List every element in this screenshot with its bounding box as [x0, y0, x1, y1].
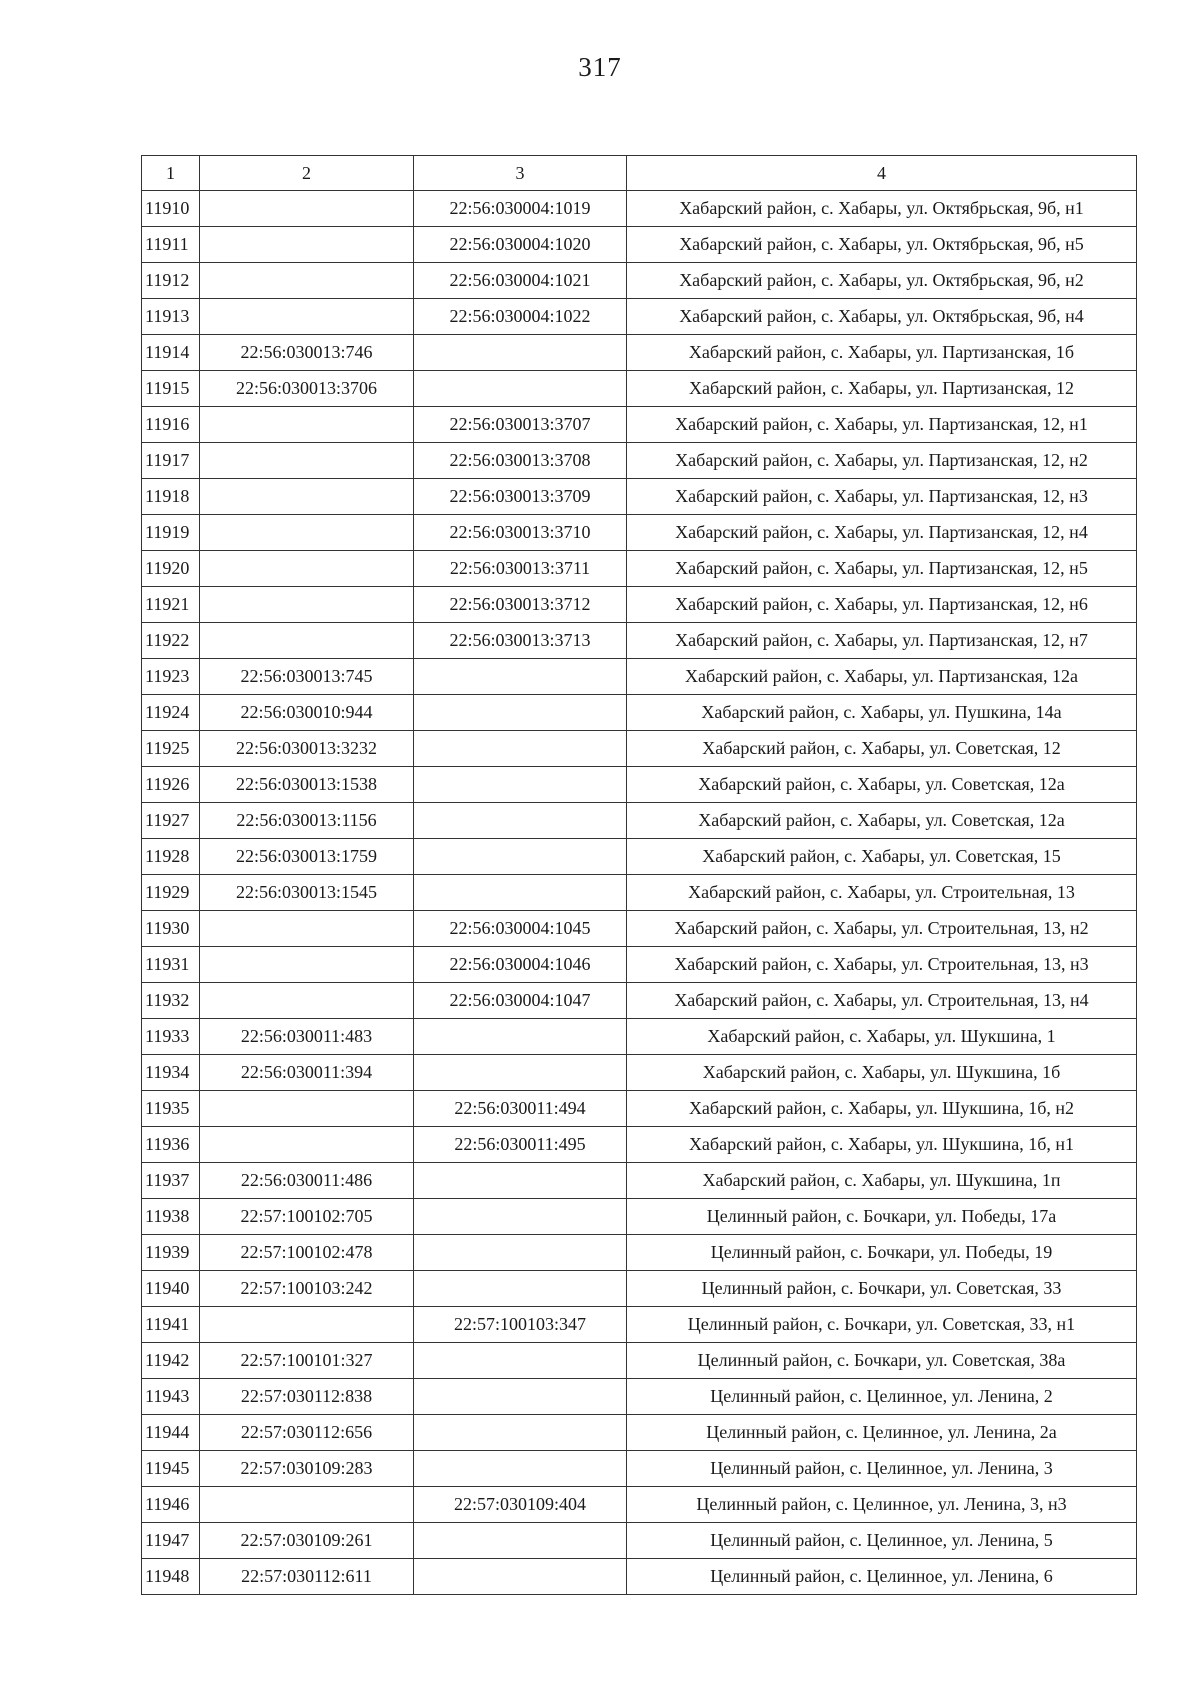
table-row	[142, 1019, 1137, 1055]
cadastral-number-cell	[414, 1055, 627, 1091]
cadastral-number-cell	[200, 263, 414, 299]
table-row	[142, 1163, 1137, 1199]
cadastral-number-cell	[414, 1523, 627, 1559]
address-cell: Целинный район, с. Целинное, ул. Ленина, 5	[627, 1523, 1137, 1559]
row-number-cell: 11923	[142, 659, 200, 695]
cadastral-number-cell: 22:57:030109:283	[200, 1451, 414, 1487]
table-body	[142, 191, 1137, 1595]
row-number-cell: 11932	[142, 983, 200, 1019]
address-cell: Хабарский район, с. Хабары, ул. Шукшина, 1б	[627, 1055, 1137, 1091]
row-number-cell: 11914	[142, 335, 200, 371]
table-row	[142, 407, 1137, 443]
cadastral-number-cell	[200, 1487, 414, 1523]
cadastral-number-cell: 22:57:100103:242	[200, 1271, 414, 1307]
table-row	[142, 335, 1137, 371]
row-number-cell: 11930	[142, 911, 200, 947]
cadastral-number-cell	[414, 695, 627, 731]
cadastral-number-cell	[414, 1343, 627, 1379]
cadastral-number-cell	[414, 1559, 627, 1595]
address-cell: Хабарский район, с. Хабары, ул. Советская, 12	[627, 731, 1137, 767]
cadastral-number-cell	[200, 551, 414, 587]
column-header-1: 1	[142, 156, 200, 191]
cadastral-number-cell	[200, 479, 414, 515]
column-header-2: 2	[200, 156, 414, 191]
cadastral-number-cell	[414, 839, 627, 875]
cadastral-number-cell: 22:56:030013:3707	[414, 407, 627, 443]
cadastral-number-cell: 22:56:030011:483	[200, 1019, 414, 1055]
cadastral-number-cell	[414, 1415, 627, 1451]
cadastral-number-cell: 22:56:030011:486	[200, 1163, 414, 1199]
table-row	[142, 731, 1137, 767]
table-row	[142, 1343, 1137, 1379]
row-number-cell: 11922	[142, 623, 200, 659]
address-cell: Хабарский район, с. Хабары, ул. Партизанская, 12, н4	[627, 515, 1137, 551]
cadastral-number-cell	[200, 1127, 414, 1163]
cadastral-number-cell	[414, 1163, 627, 1199]
cadastral-number-cell: 22:56:030004:1045	[414, 911, 627, 947]
address-cell: Хабарский район, с. Хабары, ул. Шукшина, 1	[627, 1019, 1137, 1055]
address-cell: Хабарский район, с. Хабары, ул. Строительная, 13	[627, 875, 1137, 911]
address-cell: Целинный район, с. Целинное, ул. Ленина, 2	[627, 1379, 1137, 1415]
table-row	[142, 1307, 1137, 1343]
row-number-cell: 11944	[142, 1415, 200, 1451]
row-number-cell: 11919	[142, 515, 200, 551]
address-cell: Целинный район, с. Бочкари, ул. Победы, 19	[627, 1235, 1137, 1271]
cadastral-number-cell: 22:56:030013:1156	[200, 803, 414, 839]
cadastral-number-cell	[414, 1379, 627, 1415]
cadastral-number-cell: 22:56:030013:3710	[414, 515, 627, 551]
row-number-cell: 11939	[142, 1235, 200, 1271]
cadastral-number-cell	[200, 515, 414, 551]
column-header-4: 4	[627, 156, 1137, 191]
cadastral-number-cell	[200, 911, 414, 947]
row-number-cell: 11912	[142, 263, 200, 299]
row-number-cell: 11945	[142, 1451, 200, 1487]
address-cell: Хабарский район, с. Хабары, ул. Октябрьская, 9б, н1	[627, 191, 1137, 227]
cadastral-number-cell: 22:56:030013:3709	[414, 479, 627, 515]
row-number-cell: 11916	[142, 407, 200, 443]
cadastral-number-cell	[414, 1235, 627, 1271]
cadastral-number-cell	[200, 1307, 414, 1343]
row-number-cell: 11933	[142, 1019, 200, 1055]
cadastral-number-cell: 22:56:030013:3232	[200, 731, 414, 767]
address-cell: Хабарский район, с. Хабары, ул. Шукшина, 1б, н1	[627, 1127, 1137, 1163]
cadastral-number-cell: 22:57:030112:656	[200, 1415, 414, 1451]
address-cell: Хабарский район, с. Хабары, ул. Строительная, 13, н4	[627, 983, 1137, 1019]
table-row	[142, 1523, 1137, 1559]
address-cell: Хабарский район, с. Хабары, ул. Партизанская, 12, н2	[627, 443, 1137, 479]
cadastral-number-cell: 22:56:030004:1046	[414, 947, 627, 983]
cadastral-number-cell: 22:56:030004:1047	[414, 983, 627, 1019]
row-number-cell: 11917	[142, 443, 200, 479]
row-number-cell: 11913	[142, 299, 200, 335]
address-cell: Хабарский район, с. Хабары, ул. Партизанская, 12, н1	[627, 407, 1137, 443]
address-cell: Хабарский район, с. Хабары, ул. Строительная, 13, н2	[627, 911, 1137, 947]
cadastral-number-cell	[200, 299, 414, 335]
address-cell: Целинный район, с. Целинное, ул. Ленина, 3, н3	[627, 1487, 1137, 1523]
table-row	[142, 1091, 1137, 1127]
page-number: 317	[578, 52, 622, 82]
address-cell: Хабарский район, с. Хабары, ул. Партизанская, 1б	[627, 335, 1137, 371]
row-number-cell: 11942	[142, 1343, 200, 1379]
cadastral-number-cell: 22:56:030013:3712	[414, 587, 627, 623]
cadastral-number-cell: 22:56:030013:3708	[414, 443, 627, 479]
address-cell: Хабарский район, с. Хабары, ул. Советская, 12а	[627, 767, 1137, 803]
cadastral-number-cell	[414, 371, 627, 407]
cadastral-number-cell: 22:56:030004:1020	[414, 227, 627, 263]
table-row	[142, 299, 1137, 335]
row-number-cell: 11935	[142, 1091, 200, 1127]
cadastral-number-cell	[200, 443, 414, 479]
address-cell: Целинный район, с. Целинное, ул. Ленина, 3	[627, 1451, 1137, 1487]
cadastral-number-cell	[200, 623, 414, 659]
table-row	[142, 947, 1137, 983]
table-row	[142, 983, 1137, 1019]
table-row	[142, 1271, 1137, 1307]
cadastral-number-cell: 22:57:030109:261	[200, 1523, 414, 1559]
address-cell: Хабарский район, с. Хабары, ул. Советская, 15	[627, 839, 1137, 875]
cadastral-number-cell: 22:56:030011:394	[200, 1055, 414, 1091]
cadastral-number-cell	[200, 587, 414, 623]
row-number-cell: 11927	[142, 803, 200, 839]
address-cell: Целинный район, с. Целинное, ул. Ленина, 2а	[627, 1415, 1137, 1451]
table-row	[142, 1055, 1137, 1091]
table-row	[142, 587, 1137, 623]
table-row	[142, 1235, 1137, 1271]
cadastral-number-cell: 22:57:100101:327	[200, 1343, 414, 1379]
row-number-cell: 11934	[142, 1055, 200, 1091]
row-number-cell: 11943	[142, 1379, 200, 1415]
cadastral-number-cell	[414, 1271, 627, 1307]
cadastral-number-cell: 22:56:030004:1019	[414, 191, 627, 227]
row-number-cell: 11920	[142, 551, 200, 587]
address-cell: Хабарский район, с. Хабары, ул. Октябрьская, 9б, н2	[627, 263, 1137, 299]
address-cell: Хабарский район, с. Хабары, ул. Шукшина, 1б, н2	[627, 1091, 1137, 1127]
table-row	[142, 911, 1137, 947]
cadastral-number-cell	[414, 1199, 627, 1235]
row-number-cell: 11938	[142, 1199, 200, 1235]
cadastral-number-cell	[414, 803, 627, 839]
cadastral-number-cell: 22:57:100102:478	[200, 1235, 414, 1271]
property-registry-table	[141, 155, 1137, 1595]
cadastral-number-cell: 22:57:030112:611	[200, 1559, 414, 1595]
cadastral-number-cell	[414, 1019, 627, 1055]
row-number-cell: 11910	[142, 191, 200, 227]
cadastral-number-cell	[200, 983, 414, 1019]
address-cell: Хабарский район, с. Хабары, ул. Партизанская, 12	[627, 371, 1137, 407]
address-cell: Хабарский район, с. Хабары, ул. Строительная, 13, н3	[627, 947, 1137, 983]
row-number-cell: 11948	[142, 1559, 200, 1595]
cadastral-number-cell	[414, 335, 627, 371]
cadastral-number-cell: 22:56:030011:494	[414, 1091, 627, 1127]
row-number-cell: 11929	[142, 875, 200, 911]
cadastral-number-cell: 22:56:030010:944	[200, 695, 414, 731]
table-row	[142, 1559, 1137, 1595]
address-cell: Хабарский район, с. Хабары, ул. Партизанская, 12а	[627, 659, 1137, 695]
address-cell: Целинный район, с. Бочкари, ул. Победы, 17а	[627, 1199, 1137, 1235]
row-number-cell: 11924	[142, 695, 200, 731]
column-header-3: 3	[414, 156, 627, 191]
row-number-cell: 11915	[142, 371, 200, 407]
table-row	[142, 551, 1137, 587]
row-number-cell: 11918	[142, 479, 200, 515]
row-number-cell: 11921	[142, 587, 200, 623]
table-row	[142, 1127, 1137, 1163]
address-cell: Хабарский район, с. Хабары, ул. Октябрьская, 9б, н4	[627, 299, 1137, 335]
address-cell: Целинный район, с. Бочкари, ул. Советская, 33	[627, 1271, 1137, 1307]
table-row	[142, 1415, 1137, 1451]
table-row	[142, 263, 1137, 299]
table-row	[142, 875, 1137, 911]
table-row	[142, 1199, 1137, 1235]
row-number-cell: 11931	[142, 947, 200, 983]
cadastral-number-cell: 22:57:100103:347	[414, 1307, 627, 1343]
table-row	[142, 695, 1137, 731]
cadastral-number-cell: 22:56:030013:1545	[200, 875, 414, 911]
address-cell: Хабарский район, с. Хабары, ул. Октябрьская, 9б, н5	[627, 227, 1137, 263]
address-cell: Хабарский район, с. Хабары, ул. Шукшина, 1п	[627, 1163, 1137, 1199]
row-number-cell: 11925	[142, 731, 200, 767]
cadastral-number-cell	[200, 1091, 414, 1127]
row-number-cell: 11936	[142, 1127, 200, 1163]
row-number-cell: 11941	[142, 1307, 200, 1343]
cadastral-number-cell: 22:57:030109:404	[414, 1487, 627, 1523]
cadastral-number-cell	[414, 767, 627, 803]
cadastral-number-cell: 22:56:030013:745	[200, 659, 414, 695]
cadastral-number-cell: 22:56:030013:746	[200, 335, 414, 371]
address-cell: Хабарский район, с. Хабары, ул. Партизанская, 12, н5	[627, 551, 1137, 587]
cadastral-number-cell	[200, 947, 414, 983]
row-number-cell: 11911	[142, 227, 200, 263]
address-cell: Хабарский район, с. Хабары, ул. Партизанская, 12, н7	[627, 623, 1137, 659]
address-cell: Целинный район, с. Бочкари, ул. Советская, 38а	[627, 1343, 1137, 1379]
table-row	[142, 623, 1137, 659]
cadastral-number-cell	[414, 659, 627, 695]
table-row	[142, 443, 1137, 479]
table-row	[142, 479, 1137, 515]
cadastral-number-cell	[414, 1451, 627, 1487]
cadastral-number-cell	[200, 227, 414, 263]
table-row	[142, 803, 1137, 839]
cadastral-number-cell: 22:56:030004:1022	[414, 299, 627, 335]
table-row	[142, 227, 1137, 263]
address-cell: Хабарский район, с. Хабары, ул. Партизанская, 12, н6	[627, 587, 1137, 623]
table-row	[142, 515, 1137, 551]
table-row	[142, 839, 1137, 875]
row-number-cell: 11928	[142, 839, 200, 875]
table-row	[142, 1379, 1137, 1415]
cadastral-number-cell: 22:56:030013:3711	[414, 551, 627, 587]
table-row	[142, 1451, 1137, 1487]
cadastral-number-cell: 22:56:030013:1759	[200, 839, 414, 875]
table-row	[142, 371, 1137, 407]
cadastral-number-cell: 22:56:030011:495	[414, 1127, 627, 1163]
address-cell: Целинный район, с. Бочкари, ул. Советская, 33, н1	[627, 1307, 1137, 1343]
address-cell: Целинный район, с. Целинное, ул. Ленина, 6	[627, 1559, 1137, 1595]
table-row	[142, 767, 1137, 803]
table-row	[142, 191, 1137, 227]
address-cell: Хабарский район, с. Хабары, ул. Советская, 12а	[627, 803, 1137, 839]
row-number-cell: 11926	[142, 767, 200, 803]
row-number-cell: 11940	[142, 1271, 200, 1307]
cadastral-number-cell: 22:57:100102:705	[200, 1199, 414, 1235]
cadastral-number-cell: 22:56:030013:1538	[200, 767, 414, 803]
table-row	[142, 659, 1137, 695]
cadastral-number-cell	[200, 191, 414, 227]
address-cell: Хабарский район, с. Хабары, ул. Пушкина, 14а	[627, 695, 1137, 731]
table-row	[142, 1487, 1137, 1523]
cadastral-number-cell	[414, 731, 627, 767]
cadastral-number-cell: 22:56:030013:3713	[414, 623, 627, 659]
cadastral-number-cell: 22:56:030004:1021	[414, 263, 627, 299]
cadastral-number-cell	[200, 407, 414, 443]
cadastral-number-cell	[414, 875, 627, 911]
cadastral-number-cell: 22:56:030013:3706	[200, 371, 414, 407]
table-header-row	[142, 156, 1137, 191]
row-number-cell: 11947	[142, 1523, 200, 1559]
address-cell: Хабарский район, с. Хабары, ул. Партизанская, 12, н3	[627, 479, 1137, 515]
row-number-cell: 11937	[142, 1163, 200, 1199]
row-number-cell: 11946	[142, 1487, 200, 1523]
cadastral-number-cell: 22:57:030112:838	[200, 1379, 414, 1415]
